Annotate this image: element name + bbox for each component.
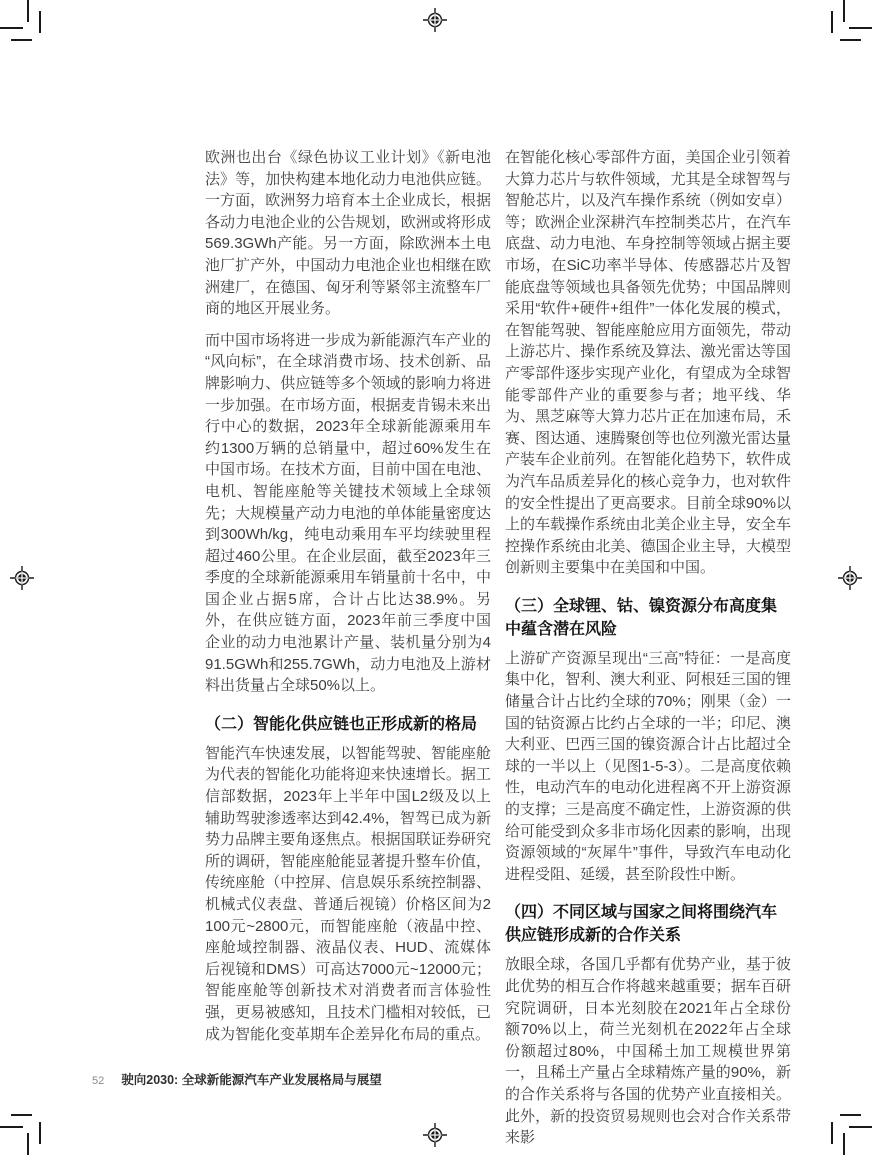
crop-mark-icon: [831, 11, 833, 33]
page-content: [205, 147, 791, 1159]
crop-mark-icon: [831, 1122, 833, 1144]
registration-mark-icon: [423, 8, 447, 32]
crop-mark-icon: [39, 1122, 41, 1144]
crop-mark-icon: [849, 27, 872, 29]
crop-mark-icon: [27, 0, 29, 22]
registration-mark-icon: [838, 566, 862, 590]
crop-mark-icon: [0, 1126, 23, 1128]
crop-mark-icon: [840, 1114, 861, 1116]
section-heading-4: （四）不同区域与国家之间将围绕汽车供应链形成新的合作关系: [505, 904, 778, 945]
book-title: 驶向2030: 全球新能源汽车产业发展格局与展望: [121, 1073, 382, 1087]
paragraph-smart-components: 在智能化核心零部件方面，美国企业引领着大算力芯片与软件领域，尤其是全球智驾与智舱芯片，以及汽车操作系统（例如安卓）等；欧洲企业深耕汽车控制类芯片，在汽车底盘、动力电池、车身控制等领域占据主要市场，在SiC功率半导体、传感器芯片及智能底盘等领域也具备领先优势；中国品牌则采用“软件+硬件+组件”一体化发展的模式，在智能驾驶、智能座舱应用方面领先，带动上游芯片、操作系统及算法、激光雷达等国产零部件逐步实现产业化，有望成为全球智能零部件产业的重要参与者；地平线、华为、黑芝麻等大算力芯片正在加速布局，禾赛、图达通、速腾聚创等也位列激光雷达量产装车企业前列。在智能化趋势下，软件成为汽车品质差异化的核心竞争力，也对软件的安全性提出了更高要求。目前全球90%以上的车载操作系统由北美企业主导，安全车控操作系统由北美、德国企业主导，大模型创新则主要集中在美国和中国。: [505, 149, 791, 577]
crop-mark-icon: [849, 1126, 872, 1128]
section-heading-3: （三）全球锂、钴、镍资源分布高度集中蕴含潜在风险: [505, 597, 778, 638]
crop-mark-icon: [39, 11, 41, 33]
paragraph-smart-cockpit: 智能汽车快速发展，以智能驾驶、智能座舱为代表的智能化功能将迎来快速增长。据工信部数据，2023年上半年中国L2级及以上辅助驾驶渗透率达到42.4%，智驾已成为新势力品牌主要角逐焦点。根据国联证券研究所的调研，智能座舱能显著提升整车价值，传统座舱（中控屏、信息娱乐系统控制器、机械式仪表盘、普通后视镜）价格区间为2100元~2800元，而智能座舱（液晶中控、座舱域控制器、液晶仪表、HUD、流媒体后视镜和DMS）可高达7000元~12000元；智能座舱等创新技术对消费者而言体验性强，更易被感知，且技术门槛相对较低，已成为智能化变革期车企差异化布局的重点。: [205, 744, 491, 1043]
page-footer: [92, 1070, 382, 1088]
section-heading-2: （二）智能化供应链也正形成新的格局: [205, 715, 478, 733]
page-number: 52: [92, 1075, 105, 1087]
crop-mark-icon: [11, 39, 32, 41]
crop-mark-icon: [11, 1114, 32, 1116]
paragraph-mineral-resources: 上游矿产资源呈现出“三高”特征：一是高度集中化，智利、澳大利亚、阿根廷三国的锂储量合计占比约全球的70%；刚果（金）一国的钴资源占比约占全球的一半；印尼、澳大利亚、巴西三国的镍资源合计占比超过全球的一半以上（见图1-5-3）。二是高度依赖性，电动汽车的电动化进程离不开上游资源的支撑；三是高度不确定性，上游资源的供给可能受到众多非市场化因素的影响，出现资源领域的“灰犀牛”事件，导致汽车电动化进程受阻、延缓，甚至阶段性中断。: [505, 649, 791, 883]
paragraph-china-market: 而中国市场将进一步成为新能源汽车产业的“风向标”，在全球消费市场、技术创新、品牌影响力、供应链等多个领域的影响力将进一步加强。在市场方面，根据麦肯锡未来出行中心的数据，2023年全球新能源乘用车约1300万辆的总销量中，超过60%发生在中国市场。在技术方面，目前中国在电池、电机、智能座舱等关键技术领域上全球领先；大规模量产动力电池的单体能量密度达到300Wh/kg，纯电动乘用车平均续驶里程超过460公里。在企业层面，截至2023年三季度的全球新能源乘用车销量前十名中，中国企业占据5席，合计占比达38.9%。另外，在供应链方面，2023年前三季度中国企业的动力电池累计产量、装机量分别为491.5GWh和255.7GWh，动力电池及上游材料出货量占全球50%以上。: [205, 331, 491, 695]
crop-mark-icon: [843, 0, 845, 22]
crop-mark-icon: [840, 39, 861, 41]
left-column: [205, 147, 491, 1159]
crop-mark-icon: [843, 1133, 845, 1155]
paragraph-europe-battery: 欧洲也出台《绿色协议工业计划》《新电池法》等，加快构建本地化动力电池供应链。一方面，欧洲努力培育本土企业成长，根据各动力电池企业的公告规划，欧洲或将形成569.3GWh产能。另一方面，除欧洲本土电池厂扩产外，中国动力电池企业也相继在欧洲建厂，在德国、匈牙利等紧邻主流整车厂商的地区开展业务。: [205, 149, 491, 318]
crop-mark-icon: [27, 1133, 29, 1155]
registration-mark-icon: [10, 566, 34, 590]
crop-mark-icon: [0, 27, 23, 29]
right-column: [505, 147, 791, 1159]
paragraph-cooperation: 放眼全球，各国几乎都有优势产业，基于彼此优势的相互合作将越来越重要；据车百研究院调研，日本光刻胶在2021年占全球份额70%以上，荷兰光刻机在2022年占全球份额超过80%，中国稀土加工规模世界第一，且稀土产量占全球精炼产量的90%，新的合作关系将与各国的优势产业直接相关。此外，新的投资贸易规则也会对合作关系带来影: [505, 956, 791, 1147]
